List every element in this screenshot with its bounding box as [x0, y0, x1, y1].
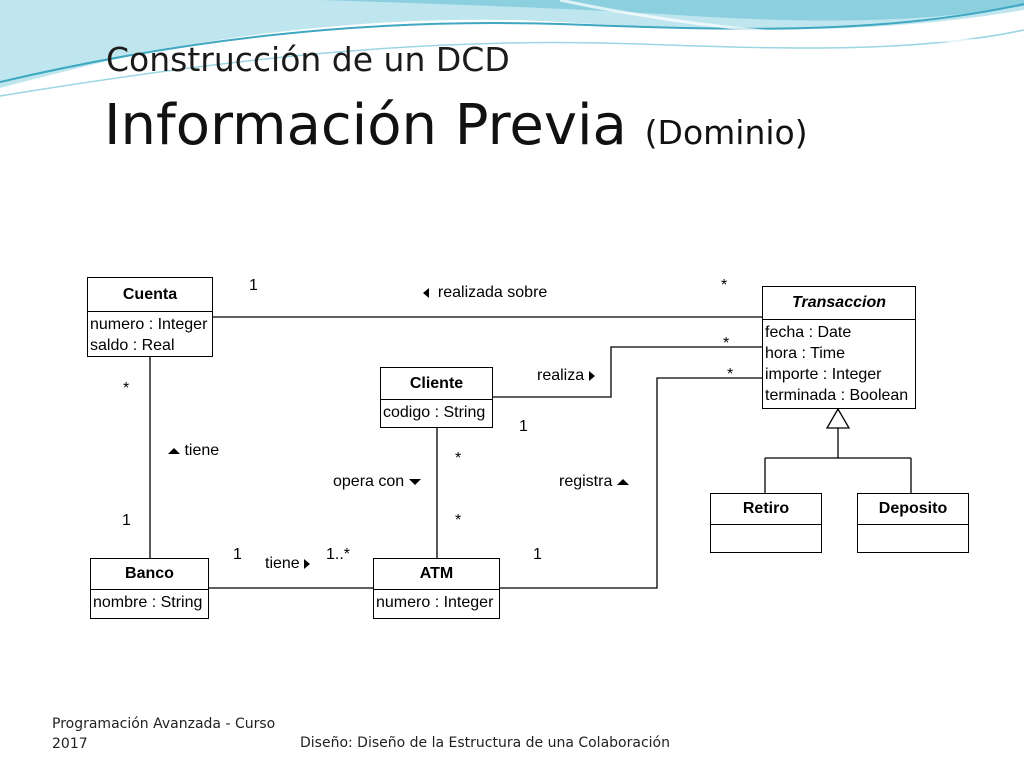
line-realiza	[492, 347, 762, 397]
assoc-label-tiene-atm	[265, 555, 310, 573]
mult-registra-atm: 1	[533, 546, 542, 563]
attr-cuenta-numero: numero : Integer	[90, 316, 208, 333]
mult-opera-cliente: *	[455, 450, 462, 467]
generalization-arrowhead	[827, 409, 849, 428]
assoc-name-tiene-cuenta: tiene	[184, 442, 220, 459]
mult-registra-transaccion: *	[727, 366, 734, 383]
direction-right-icon	[304, 559, 310, 569]
attr-transaccion-importe: importe : Integer	[765, 366, 882, 383]
class-cliente-name: Cliente	[381, 368, 492, 400]
attr-transaccion-fecha: fecha : Date	[765, 324, 852, 341]
class-transaccion-attrs	[763, 320, 915, 406]
class-deposito	[857, 493, 969, 553]
attr-cliente-codigo: codigo : String	[383, 404, 486, 421]
class-atm	[373, 558, 500, 619]
assoc-name-registra: registra	[559, 473, 613, 490]
attr-atm-numero: numero : Integer	[376, 594, 494, 611]
class-retiro	[710, 493, 822, 553]
class-banco	[90, 558, 209, 619]
attr-transaccion-terminada: terminada : Boolean	[765, 387, 909, 404]
slide-title-line1: Construcción de un DCD	[106, 40, 510, 79]
assoc-label-opera-con	[333, 473, 421, 491]
direction-down-icon	[409, 479, 421, 485]
assoc-name-realizada-sobre: realizada sobre	[437, 284, 548, 301]
attr-cuenta-saldo: saldo : Real	[90, 337, 175, 354]
mult-tiene-atm-atm: 1..*	[326, 546, 351, 563]
direction-up-icon	[168, 448, 180, 454]
assoc-label-realizada-sobre	[423, 284, 547, 302]
class-deposito-name: Deposito	[858, 494, 968, 525]
class-cliente-attrs	[381, 400, 492, 423]
attr-banco-nombre: nombre : String	[93, 594, 203, 611]
class-retiro-name: Retiro	[711, 494, 821, 525]
mult-opera-atm: *	[455, 512, 462, 529]
class-cuenta-name: Cuenta	[88, 278, 212, 312]
assoc-label-registra	[559, 473, 629, 491]
assoc-name-realiza: realiza	[537, 367, 585, 384]
footer-topic: Diseño: Diseño de la Estructura de una Colaboración	[300, 735, 670, 751]
mult-realiza-cliente: 1	[519, 418, 528, 435]
class-cuenta-attrs	[88, 312, 212, 356]
title-main-text: Información Previa	[104, 93, 627, 158]
direction-right-icon	[589, 371, 595, 381]
assoc-name-opera-con: opera con	[333, 473, 405, 490]
assoc-label-tiene-cuenta	[168, 442, 219, 460]
class-transaccion	[762, 286, 916, 409]
mult-realizada-transaccion: *	[721, 277, 728, 294]
class-banco-name: Banco	[91, 559, 208, 590]
class-cliente	[380, 367, 493, 428]
mult-realizada-cuenta: 1	[249, 277, 258, 294]
attr-transaccion-hora: hora : Time	[765, 345, 846, 362]
mult-realiza-transaccion: *	[723, 335, 730, 352]
mult-tiene-cuenta: *	[123, 380, 130, 397]
mult-tiene-banco: 1	[122, 512, 131, 529]
class-cuenta	[87, 277, 213, 357]
title-subtitle: (Dominio)	[644, 113, 808, 152]
class-atm-name: ATM	[374, 559, 499, 590]
direction-up-icon	[617, 479, 629, 485]
mult-tiene-atm-banco: 1	[233, 546, 242, 563]
class-atm-attrs	[374, 590, 499, 613]
assoc-label-realiza	[537, 367, 595, 385]
class-transaccion-name: Transaccion	[763, 287, 915, 320]
assoc-name-tiene-atm: tiene	[265, 555, 300, 572]
class-banco-attrs	[91, 590, 208, 613]
footer-course: Programación Avanzada - Curso 2017	[52, 716, 276, 752]
direction-left-icon	[423, 288, 429, 298]
